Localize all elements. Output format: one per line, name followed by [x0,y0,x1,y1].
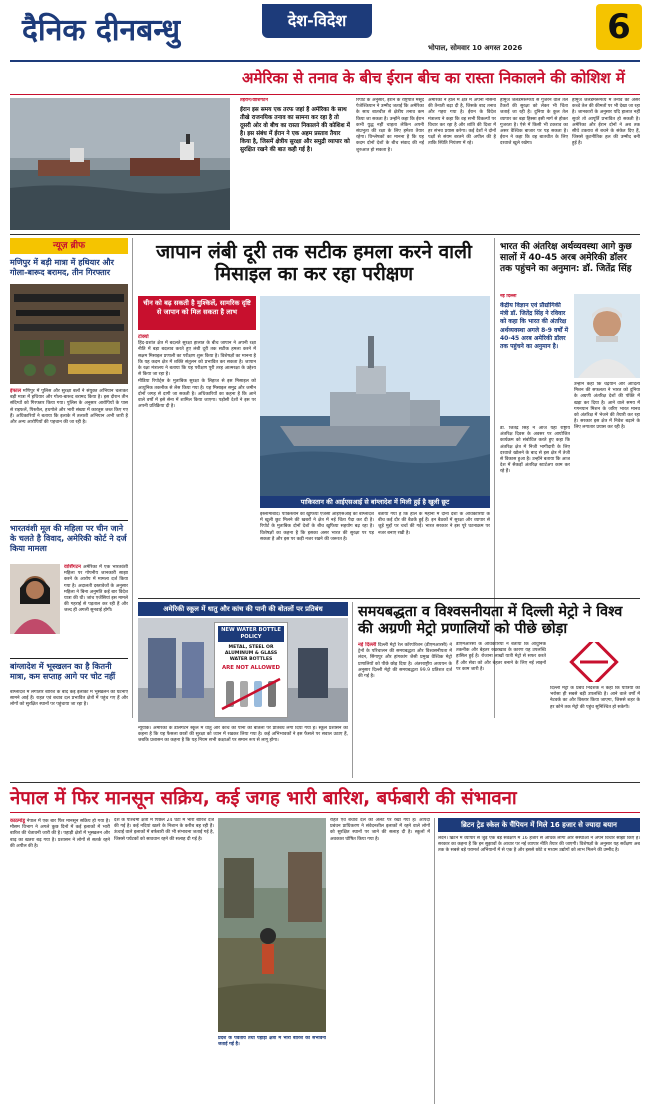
brief-item1-text [10,388,128,516]
school-divider [352,602,353,778]
minister-portrait-image [574,294,640,378]
metro-text1: दिल्ली मेट्रो रेल कॉरपोरेशन (डीएमआरसी) ने ट्रेनों के परिचालन की समयबद्धता और विश्वसनीयता में लंदन, सिंगापुर और हांगकांग जैसी प्रमुख वैश्विक मेट्रो प्रणालियों को पीछे छोड़ दिया है। अंतरराष्ट्रीय अध्ययन के अनुसार दिल्ली मेट्रो की समयबद्धता 99.9 प्रतिशत दर्ज की गई है। [358,643,452,680]
school-sign-line3: ARE NOT ALLOWED [221,665,281,671]
page-number: 6 [596,4,642,50]
brief-item3-text: बांग्लादेश में लगातार बारिश के बाद कई इलाकों में भूस्खलन की घटनाएं सामने आई हैं। राहत एवं बचाव दल प्रभावित क्षेत्रों में पहुंच गए हैं और लोगों को सुरक्षित स्थानों पर पहुंचाया जा रहा है। [10,690,128,708]
nepal-headline: नेपाल में फिर मानसून सक्रिय, कई जगह भारी बारिश, बर्फबारी की संभावना [10,788,517,809]
school-sign-line2: METAL, STEEL OR ALUMINUM & GLASS WATER BOTTLES [224,645,278,662]
brief-item2-text-a [64,564,128,636]
masthead [0,0,650,62]
metro-text3: दिल्ली मेट्रो के प्रबंध निदेशक ने कहा कि यात्रियों का भरोसा ही सबसे बड़ी उपलब्धि है। आने वाले वर्षों में नेटवर्क का और विस्तार किया जाएगा, जिससे शहर के हर कोने तक मेट्रो की पहुंच सुनिश्चित हो सकेगी। [550,686,640,710]
brief-item1-body: मणिपुर में पुलिस और सुरक्षा बलों ने संयुक्त अभियान चलाकर बड़ी मात्रा में हथियार और गोला-बारूद बरामद किया है। इस दौरान तीन संदिग्धों को गिरफ्तार किया गया। पुलिस के अनुसार आरोपियों के पास से राइफलें, पिस्तौल, हथगोले और भारी संख्या में कारतूस जब्त किए गए हैं। अधिकारियों ने बताया कि इलाके में तलाशी अभियान अभी जारी है और अन्य आरोपियों की पहचान की जा रही है। [10,389,128,426]
weapons-seized-image [10,284,128,384]
dmrc-logo-icon [550,642,640,682]
britain-headline: ब्रिटन ट्रेड स्केल के चैंपियन में मिले 16 हजार से ज्यादा बयान [438,818,640,832]
japan-photo [260,296,490,496]
lead-col4: होर्मुज जलडमरूमध्य में तनाव का असर कच्चे तेल की कीमतों पर भी देखा जा रहा है। जानकारों के अनुसार यदि हालात नहीं सुधरे तो आपूर्ति प्रभावित हो सकती है। अमेरिका और ईरान दोनों ने अब तक सीधे टकराव से बचने के संकेत दिए हैं, जिससे कूटनीतिक हल की उम्मीद बनी हुई है। [572,98,640,147]
brief-item3-title: बांग्लादेश में भूस्खलन का है कितनी मात्रा, कम सप्ताह आगे पर चोट नहीं [10,662,116,681]
nepal-text1: नेपाल में एक बार फिर मानसून सक्रिय हो गया है। मौसम विभाग ने अगले कुछ दिनों में कई इलाकों में भारी बारिश की चेतावनी जारी की है। पहाड़ी क्षेत्रों में भूस्खलन और बाढ़ का खतरा बढ़ गया है। प्रशासन ने लोगों से सतर्क रहने की अपील की है। [10,819,110,849]
masthead-rule [10,60,640,62]
nepal-text3: राहत एवं बचाव दल को अलर्ट पर रखा गया है। आपदा प्रबंधन प्राधिकरण ने संवेदनशील इलाकों में रहने वाले लोगों को सुरक्षित स्थानों पर जाने की सलाह दी है। स्कूलों में अवकाश घोषित किया गया है। [330,818,430,842]
japan-pullquote: चीन को बढ़ सकती है मुश्किलें, सामरिक दृष्टि से जापान को मिल सकता है लाभ [138,296,256,330]
brief-item2-photo [10,564,60,634]
bottom-rule [10,782,640,783]
japan-text3: इस्लामाबाद। पाकिस्तान की खुफिया एजेंसी आईएसआई को बांग्लादेश में खुली छूट मिलने की खबरों ने क्षेत्र में नई चिंता पैदा कर दी है। रिपोर्ट के मुताबिक दोनों देशों के बीच खुफिया सहयोग बढ़ रहा है। विशेषज्ञों का कहना है कि इसका असर भारत की सुरक्षा पर पड़ सकता है और इस पर कड़ी नजर रखने की जरूरत है। [260,512,374,542]
nepal-photo-caption: प्रदेश के पर्वतीय तथा पहाड़ी क्षेत्रों में भारी बारिश की संभावना जताई गई है। [218,1036,326,1048]
japan-text1: हिंद-प्रशांत क्षेत्र में बदलते सुरक्षा हालात के बीच जापान ने अपनी रक्षा नीति में बड़ा बदलाव करते हुए लंबी दूरी तक सटीक हमला करने में सक्षम मिसाइल प्रणाली का परीक्षण शुरू किया है। विशेषज्ञों का मानना है कि यह कदम क्षेत्र में शक्ति संतुलन को प्रभावित कर सकता है। जापान के रक्षा मंत्रालय ने बताया कि यह परीक्षण पूरी तरह आत्मरक्षा के उद्देश्य से किया जा रहा है। [138,341,256,378]
space-summary: केंद्रीय विज्ञान एवं प्रौद्योगिकी मंत्री डॉ. जितेंद्र सिंह ने रविवार को कहा कि भारत की अंतरिक्ष अर्थव्यवस्था अगले 8-9 वर्षों में 40-45 अरब अमेरिकी डॉलर तक पहुंचने का अनुमान है। [500,302,569,351]
japan-photo-caption: पाकिस्तान की आईएसआई से बांग्लादेश में मिली हुई है खुली छूट [260,496,490,508]
space-text1: डॉ. जितेंद्र सिंह ने आज यहां राष्ट्रीय अंतरिक्ष दिवस के अवसर पर आयोजित कार्यक्रम को संबोधित करते हुए कहा कि अंतरिक्ष क्षेत्र में निजी भागीदारी के लिए दरवाजे खोलने के बाद से इस क्षेत्र में तेजी से विकास हुआ है। उन्होंने बताया कि आज देश में सैकड़ों अंतरिक्ष स्टार्टअप काम कर रहे हैं। [500,426,570,475]
lead-col1: रिपोर्ट के अनुसार, ईरान के राष्ट्रपति मसूद पेजेश्कियान ने उम्मीद जताई कि अमेरिका के साथ बातचीत से क्षेत्रीय तनाव कम किया जा सकता है। उन्होंने कहा कि ईरान कभी युद्ध नहीं चाहता लेकिन अपनी संप्रभुता की रक्षा के लिए हमेशा तैयार रहेगा। विश्लेषकों का मानना है कि यह कदम दोनों देशों के बीच संवाद की नई शुरुआत हो सकता है। [356,98,424,153]
flooded-street-image [218,818,326,1032]
space-dateline: नई दिल्ली [500,294,517,299]
nepal-text2: देश के पश्चिमी क्षेत्रों में पिछले 24 घंटों में भारी बारिश दर्ज की गई है। कई नदियां खतरे के निशान के करीब बह रही हैं। ऊंचाई वाले इलाकों में बर्फबारी की भी संभावना जताई गई है, जिससे पर्यटकों को सावधान रहने की सलाह दी गई है। [114,818,214,842]
metro-headline: समयबद्धता व विश्वसनीयता में दिल्ली मेट्रो ने विश्व की अग्रणी मेट्रो प्रणालियों को पीछे छोड़ा [358,604,623,637]
section-title: देश-विदेश [287,11,347,30]
lead-col3: होर्मुज जलडमरूमध्य से गुजरने वाले तेल टैंकरों की सुरक्षा को लेकर भी चिंता जताई जा रही है। दुनिया के कुल तेल व्यापार का बड़ा हिस्सा इसी मार्ग से होकर गुजरता है। ऐसे में किसी भी टकराव का असर वैश्विक बाजार पर पड़ सकता है। ईरान ने कहा कि वह बातचीत के लिए दरवाजे खुले रखेगा। [500,98,568,147]
lead-col2: अमेरिका ने हाल में क्षेत्र में अपनी नौसेना की तैनाती बढ़ा दी है, जिसके बाद तनाव और गहरा गया है। ईरान के विदेश मंत्रालय ने कहा कि वह सभी विकल्पों पर विचार कर रहा है और शांति की दिशा में हर संभव प्रयास करेगा। कई देशों ने दोनों पक्षों से संयम बरतने की अपील की है ताकि स्थिति नियंत्रण में रहे। [428,98,496,147]
japan-headline: जापान लंबी दूरी तक सटीक हमला करने वाली मिसाइल का कर रहा परीक्षण [156,241,472,285]
britain-text: लंदन। ब्रिटेन में व्यापार से जुड़े एक बड़े सर्वेक्षण में 16 हजार से अधिक लोगों और संस्थाओं ने अपने विचार साझा किए हैं। सरकार का कहना है कि इन सुझावों के आधार पर नई व्यापार नीति तैयार की जाएगी। विशेषज्ञों के अनुसार यह सर्वेक्षण अब तक के सबसे बड़े परामर्श अभियानों में से एक है और इससे छोटे व मध्यम उद्योगों को लाभ मिलने की उम्मीद है। [438,836,640,854]
nepal-photo [218,818,326,1032]
mid-rule [138,598,640,599]
metro-text2: डीएमआरसी के अधिकारियों ने बताया कि आधुनिक तकनीक और बेहतर रखरखाव के कारण यह उपलब्धि हासिल हुई है। रोजाना लाखों यात्री मेट्रो से सफर करते हैं और सेवा को और बेहतर बनाने के लिए नई लाइनों पर काम जारी है। [456,642,546,672]
metro-logo [550,642,640,682]
lead-rule [10,94,640,95]
lead-photo [10,98,230,230]
space-text2: उन्होंने कहा कि चंद्रयान और आदित्य मिशन की सफलता ने भारत को दुनिया के अग्रणी अंतरिक्ष देशों की पंक्ति में खड़ा कर दिया है। आने वाले समय में गगनयान मिशन के जरिए भारत मानव को अंतरिक्ष में भेजने की तैयारी कर रहा है। सरकार इस क्षेत्र में निवेश बढ़ाने के लिए लगातार प्रयास कर रही है। [574,382,640,431]
banned-bottles-icon [218,675,284,713]
school-text: न्यूयॉर्क। अमेरिका के डलिंगटन स्कूल में धातु और कांच की पानी की बोतलों पर प्रतिबंध लगा दिया गया है। स्कूल प्रशासन का कहना है कि यह फैसला छात्रों की सुरक्षा को ध्यान में रखकर लिया गया है। कई अभिभावकों ने इस फैसले पर सवाल उठाए हैं, जबकि प्रशासन का कहना है कि यह नियम सभी कक्षाओं पर समान रूप से लागू होगा। [138,726,348,744]
japan-col1 [138,334,256,520]
warship-image [260,296,490,496]
metro-col1 [358,642,452,778]
nepal-col1 [10,818,110,1104]
metro-dateline: नई दिल्ली [358,642,377,648]
space-headline: भारत की अंतरिक्ष अर्थव्यवस्था आगे कुछ सालों में 40-45 अरब अमेरिकी डॉलर तक पहुंचने का अनुमान: डॉ. जितेंद्र सिंह [500,242,632,274]
brief-item2-dateline: वाशिंगटन [64,564,81,570]
lead-summary: ईरान इस समय एक तरफ जहां है अमेरिका के साथ तीखे राजनयिक तनाव का सामना कर रहा है तो दूसरी ओर वो बीच का रास्ता निकालने की कोशिश में है। इस संबंध में ईरान ने एक अहम प्रस्ताव तैयार किया है, जिसमें क्षेत्रीय सुरक्षा और समुद्री व्यापार को सुरक्षित रखने की बात कही गई है। [240,107,350,153]
tanker-ships-image [10,98,230,230]
dateline: भोपाल, सोमवार 10 अगस्त 2026 [428,44,523,52]
lead-dateline: तेहरान/वाशिंगटन [240,98,268,103]
brief-divider [132,238,133,718]
brief-item1-photo [10,284,128,384]
school-sign-line1: NEW WATER BOTTLE POLICY [218,626,284,642]
brief-rule-1 [10,520,128,521]
school-label: अमेरिकी स्कूल में धातु और कांच की पानी की बोतलों पर प्रतिबंध [138,602,348,616]
japan-dateline: टोक्यो [138,334,149,340]
brief-item2-title: भारतवंशी मूल की महिला पर चीन जाने के चलते है विवाद, अमेरिकी कोर्ट ने दर्ज किया मामला [10,524,127,553]
nepal-dateline: काठमांडू [10,818,26,824]
space-minister-photo [574,294,640,378]
brief-item1-title: मणिपुर में बड़ी मात्रा में हथियार और गोला-बारूद बरामद, तीन गिरफ्तार [10,258,114,277]
brief-item2-body: अमेरिका में एक भारतवंशी महिला पर गोपनीय जानकारी साझा करने के आरोप में मामला दर्ज किया गया है। अदालती दस्तावेजों के अनुसार महिला ने बिना अनुमति कई बार विदेश यात्रा की थी। जांच एजेंसियां इस मामले की गहराई से पड़ताल कर रही हैं और जल्द ही अगली सुनवाई होगी। [64,565,128,614]
school-sign [214,622,288,718]
brief-label: न्यूज़ ब्रीफ [10,238,128,254]
lead-bottom-rule [10,234,640,235]
brief-rule-2 [10,658,128,659]
japan-text2: मीडिया रिपोर्ट्स के मुताबिक सुरक्षा के लिहाज से इस मिसाइल को आधुनिक तकनीक से लैस किया गया है। यह मिसाइल समुद्र और जमीन दोनों जगह से दागी जा सकती है। अधिकारियों का कहना है कि आने वाले वर्षों में इसे सेना में शामिल किया जाएगा। पड़ोसी देशों ने इस पर अपनी प्रतिक्रिया दी है। [138,379,256,410]
paper-name: दैनिक दीनबन्धु [22,13,181,48]
japan-text4: बताया गया है कि हाल के महीनों में दोनों देशों के अधिकारियों के बीच कई दौर की बैठकें हुई हैं। इन बैठकों में सुरक्षा और व्यापार से जुड़े मुद्दों पर चर्चा की गई। भारत सरकार ने इस पूरे घटनाक्रम पर नजर बनाए रखी है। [378,512,490,536]
nepal-rule [10,812,640,813]
nepal-divider [434,818,435,1104]
lead-headline: अमेरिका से तनाव के बीच ईरान बीच का रास्ता निकालने की कोशिश में [242,69,625,87]
brief-item1-dateline: इंफाल [10,388,21,394]
woman-portrait-image [10,564,60,634]
